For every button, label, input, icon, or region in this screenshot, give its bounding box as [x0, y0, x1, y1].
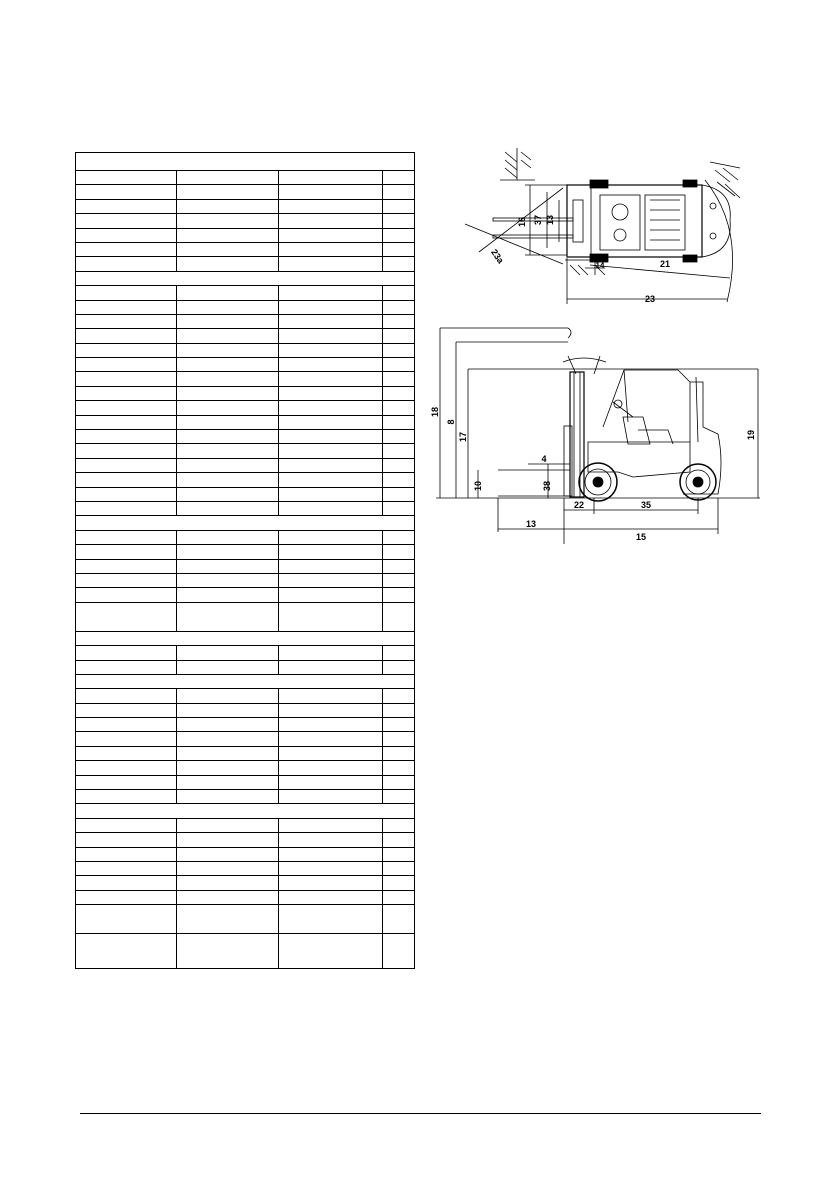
table-cell: [383, 746, 415, 760]
table-cell: [76, 631, 415, 645]
table-cell: [76, 343, 177, 357]
table-row: [76, 242, 415, 256]
table-cell: [279, 444, 383, 458]
table-cell: [383, 573, 415, 587]
table-cell: [76, 300, 177, 314]
table-cell: [279, 790, 383, 804]
table-cell: [76, 804, 415, 818]
table-cell: [279, 588, 383, 602]
table-cell: [76, 501, 177, 515]
table-row: [76, 573, 415, 587]
table-cell: [279, 775, 383, 789]
table-cell: [76, 660, 177, 674]
table-row: [76, 501, 415, 515]
table-cell: [383, 430, 415, 444]
table-cell: [177, 573, 279, 587]
table-cell: [177, 401, 279, 415]
table-cell: [76, 372, 177, 386]
table-cell: [76, 890, 177, 904]
table-cell: [177, 703, 279, 717]
dim-37-label: 37: [533, 214, 543, 226]
table-cell: [177, 444, 279, 458]
table-row: [76, 790, 415, 804]
table-cell: [76, 257, 177, 271]
table-cell: [383, 934, 415, 969]
table-row: [76, 358, 415, 372]
table-cell: [279, 660, 383, 674]
table-row: [76, 761, 415, 775]
table-cell: [177, 718, 279, 732]
table-cell: [279, 501, 383, 515]
table-row: [76, 415, 415, 429]
table-cell: [383, 559, 415, 573]
table-row: [76, 847, 415, 861]
table-cell: [383, 588, 415, 602]
table-section-row: [76, 674, 415, 688]
table-cell: [177, 214, 279, 228]
table-row: [76, 818, 415, 832]
table-cell: [76, 674, 415, 688]
table-cell: [279, 415, 383, 429]
table-cell: [76, 358, 177, 372]
table-cell: [76, 833, 177, 847]
table-cell: [279, 199, 383, 213]
table-cell: [383, 185, 415, 199]
table-cell: [279, 358, 383, 372]
table-cell: [177, 487, 279, 501]
table-cell: [76, 386, 177, 400]
table-row: [76, 430, 415, 444]
table-cell: [76, 444, 177, 458]
table-cell: [383, 329, 415, 343]
dim-23a-label: 23a: [489, 247, 506, 266]
table-cell: [383, 775, 415, 789]
dim-13-side-label: 13: [525, 519, 537, 529]
forklift-top-view-drawing: [455, 140, 755, 310]
table-cell: [279, 905, 383, 934]
table-cell: [177, 199, 279, 213]
table-cell: [383, 487, 415, 501]
table-cell: [279, 646, 383, 660]
table-cell: [76, 646, 177, 660]
table-row: [76, 775, 415, 789]
table-row: [76, 171, 415, 185]
table-cell: [279, 718, 383, 732]
table-cell: [177, 286, 279, 300]
table-section-row: [76, 271, 415, 285]
table-row: [76, 401, 415, 415]
table-cell: [279, 732, 383, 746]
table-section-row: [76, 631, 415, 645]
table-cell: [383, 761, 415, 775]
table-cell: [279, 473, 383, 487]
table-row: [76, 602, 415, 631]
table-cell: [177, 501, 279, 515]
table-row: [76, 660, 415, 674]
table-cell: [383, 300, 415, 314]
table-cell: [177, 790, 279, 804]
table-cell: [76, 530, 177, 544]
dim-14-label: 14: [595, 261, 605, 270]
table-row: [76, 458, 415, 472]
table-cell: [279, 703, 383, 717]
table-cell: [76, 401, 177, 415]
dim-17-label: 17: [458, 431, 468, 443]
table-row: [76, 718, 415, 732]
table-row: [76, 329, 415, 343]
table-cell: [177, 775, 279, 789]
table-cell: [177, 329, 279, 343]
table-row: [76, 257, 415, 271]
table-cell: [177, 689, 279, 703]
table-cell: [76, 573, 177, 587]
table-row: [76, 286, 415, 300]
table-row: [76, 861, 415, 875]
table-cell: [76, 746, 177, 760]
table-row: [76, 934, 415, 969]
table-cell: [76, 703, 177, 717]
table-section-row: [76, 516, 415, 530]
table-cell: [279, 185, 383, 199]
table-cell: [177, 300, 279, 314]
table-cell: [177, 602, 279, 631]
table-cell: [76, 458, 177, 472]
table-row: [76, 588, 415, 602]
dim-10-label: 10: [473, 480, 483, 492]
table-row: [76, 905, 415, 934]
table-cell: [279, 329, 383, 343]
table-cell: [76, 689, 177, 703]
table-cell: [383, 876, 415, 890]
table-row: [76, 386, 415, 400]
table-row: [76, 559, 415, 573]
table-cell: [279, 214, 383, 228]
table-cell: [383, 314, 415, 328]
dim-8-label: 8: [446, 419, 456, 425]
table-cell: [177, 833, 279, 847]
table-cell: [76, 314, 177, 328]
table-cell: [279, 487, 383, 501]
table-cell: [383, 501, 415, 515]
table-cell: [383, 905, 415, 934]
forklift-side-view-drawing: [428, 322, 768, 544]
table-row: [76, 833, 415, 847]
table-cell: [177, 358, 279, 372]
table-cell: [177, 185, 279, 199]
table-cell: [279, 372, 383, 386]
table-cell: [177, 545, 279, 559]
table-row: [76, 300, 415, 314]
table-row: [76, 530, 415, 544]
table-cell: [177, 934, 279, 969]
dim-35-label: 35: [640, 500, 652, 510]
table-cell: [279, 861, 383, 875]
table-cell: [383, 358, 415, 372]
table-cell: [383, 386, 415, 400]
table-cell: [279, 890, 383, 904]
table-cell: [177, 458, 279, 472]
table-cell: [383, 473, 415, 487]
table-row: [76, 732, 415, 746]
table-cell: [177, 861, 279, 875]
dim-19-label: 19: [746, 429, 756, 441]
table-cell: [383, 703, 415, 717]
dim-22-label: 22: [573, 500, 585, 510]
table-cell: [177, 314, 279, 328]
table-cell: [383, 660, 415, 674]
table-cell: [76, 430, 177, 444]
table-cell: [177, 905, 279, 934]
table-cell: [177, 415, 279, 429]
table-cell: [383, 214, 415, 228]
table-cell: [76, 473, 177, 487]
table-cell: [279, 257, 383, 271]
table-cell: [76, 602, 177, 631]
table-cell: [177, 646, 279, 660]
table-row: [76, 343, 415, 357]
table-cell: [383, 444, 415, 458]
table-cell: [177, 430, 279, 444]
table-cell: [279, 242, 383, 256]
table-row: [76, 545, 415, 559]
table-cell: [383, 171, 415, 185]
table-cell: [383, 458, 415, 472]
table-cell: [383, 718, 415, 732]
table-cell: [279, 847, 383, 861]
dim-21-label: 21: [659, 259, 671, 269]
table-cell: [76, 876, 177, 890]
table-cell: [177, 242, 279, 256]
table-cell: [177, 372, 279, 386]
table-cell: [76, 329, 177, 343]
table-cell: [177, 761, 279, 775]
table-cell: [76, 559, 177, 573]
table-cell: [383, 890, 415, 904]
table-cell: [177, 890, 279, 904]
table-cell: [177, 343, 279, 357]
table-cell: [383, 847, 415, 861]
table-cell: [177, 171, 279, 185]
table-cell: [177, 660, 279, 674]
table-row: [76, 372, 415, 386]
table-row: [76, 487, 415, 501]
table-cell: [279, 228, 383, 242]
table-row: [76, 703, 415, 717]
spec-table: [75, 152, 415, 969]
table-cell: [279, 833, 383, 847]
table-cell: [279, 602, 383, 631]
table-cell: [76, 242, 177, 256]
table-cell: [177, 746, 279, 760]
table-cell: [383, 818, 415, 832]
table-cell: [76, 286, 177, 300]
table-cell: [383, 689, 415, 703]
table-cell: [383, 530, 415, 544]
table-cell: [383, 646, 415, 660]
table-cell: [76, 199, 177, 213]
table-cell: [76, 516, 415, 530]
table-cell: [76, 185, 177, 199]
table-cell: [383, 602, 415, 631]
table-cell: [383, 790, 415, 804]
table-cell: [383, 545, 415, 559]
table-cell: [76, 775, 177, 789]
table-cell: [279, 343, 383, 357]
table-cell: [279, 314, 383, 328]
table-cell: [76, 415, 177, 429]
table-cell: [383, 286, 415, 300]
table-cell: [76, 761, 177, 775]
dim-15-label: 15: [635, 532, 647, 542]
table-cell: [76, 271, 415, 285]
table-cell: [177, 386, 279, 400]
table-cell: [383, 242, 415, 256]
table-cell: [279, 386, 383, 400]
table-row: [76, 228, 415, 242]
table-cell: [177, 257, 279, 271]
table-row: [76, 214, 415, 228]
table-cell: [279, 746, 383, 760]
table-row: [76, 199, 415, 213]
table-cell: [76, 790, 177, 804]
table-cell: [76, 818, 177, 832]
table-cell: [279, 545, 383, 559]
table-cell: [383, 833, 415, 847]
footer-rule: [80, 1113, 761, 1114]
table-cell: [279, 876, 383, 890]
table-cell: [279, 559, 383, 573]
table-cell: [177, 473, 279, 487]
table-row: [76, 890, 415, 904]
table-cell: [383, 415, 415, 429]
table-cell: [279, 430, 383, 444]
dim-18-label: 18: [430, 406, 440, 418]
table-cell: [383, 257, 415, 271]
table-section-row: [76, 804, 415, 818]
spec-table-body: [76, 153, 415, 969]
table-row: [76, 689, 415, 703]
table-cell: [383, 401, 415, 415]
table-cell: [76, 545, 177, 559]
table-cell: [383, 199, 415, 213]
table-cell: [76, 153, 415, 171]
table-row: [76, 444, 415, 458]
table-section-row: [76, 153, 415, 171]
dim-16-label: 16: [517, 216, 527, 228]
table-cell: [177, 559, 279, 573]
table-cell: [76, 487, 177, 501]
dim-13-label: 13: [545, 214, 555, 226]
aisle-wall-top-right: [710, 162, 740, 198]
dim-38-label: 38: [542, 480, 552, 492]
table-cell: [383, 861, 415, 875]
table-cell: [279, 171, 383, 185]
table-cell: [279, 818, 383, 832]
table-row: [76, 646, 415, 660]
table-cell: [76, 718, 177, 732]
table-cell: [279, 300, 383, 314]
table-cell: [76, 214, 177, 228]
table-cell: [383, 343, 415, 357]
table-row: [76, 314, 415, 328]
aisle-wall-top-left: [500, 148, 535, 180]
table-cell: [279, 458, 383, 472]
table-cell: [177, 818, 279, 832]
dim-23-label: 23: [644, 294, 656, 304]
table-cell: [279, 530, 383, 544]
table-row: [76, 185, 415, 199]
table-cell: [177, 530, 279, 544]
table-row: [76, 876, 415, 890]
table-cell: [76, 171, 177, 185]
table-cell: [177, 588, 279, 602]
table-cell: [279, 689, 383, 703]
table-cell: [279, 934, 383, 969]
dim-4-label: 4: [541, 454, 547, 464]
table-cell: [76, 861, 177, 875]
table-cell: [76, 905, 177, 934]
table-cell: [76, 732, 177, 746]
table-cell: [177, 228, 279, 242]
table-cell: [76, 228, 177, 242]
table-cell: [76, 847, 177, 861]
table-row: [76, 746, 415, 760]
table-cell: [383, 372, 415, 386]
table-cell: [177, 732, 279, 746]
table-cell: [279, 286, 383, 300]
table-cell: [76, 588, 177, 602]
table-cell: [383, 228, 415, 242]
table-cell: [279, 761, 383, 775]
table-cell: [76, 934, 177, 969]
table-cell: [177, 876, 279, 890]
table-cell: [177, 847, 279, 861]
table-cell: [279, 401, 383, 415]
table-row: [76, 473, 415, 487]
table-cell: [383, 732, 415, 746]
table-cell: [279, 573, 383, 587]
